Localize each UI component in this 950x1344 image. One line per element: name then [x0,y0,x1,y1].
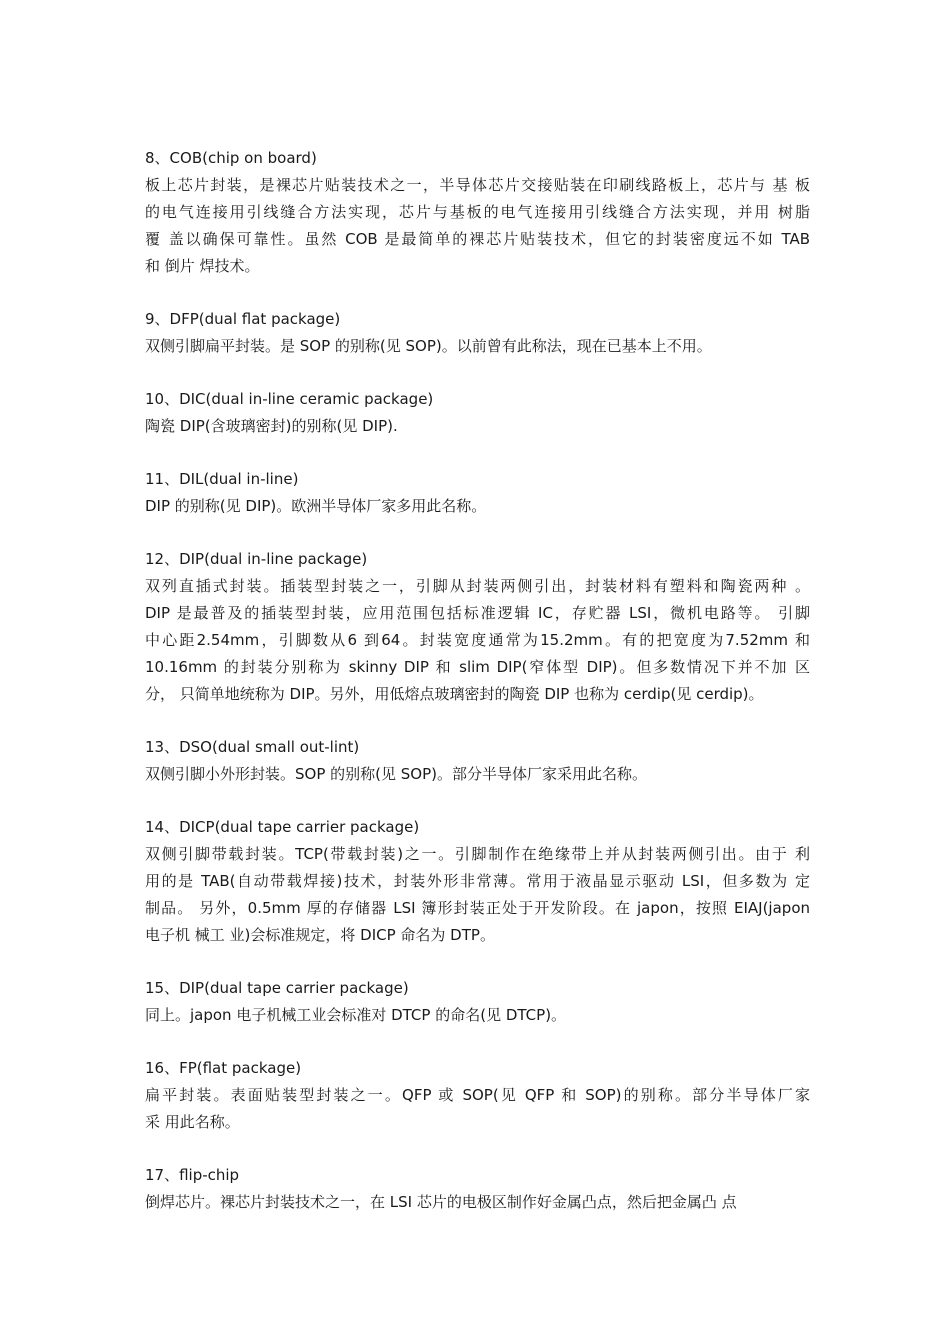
entry-text-line: 中心距2.54mm，引脚数从6 到64。封装宽度通常为15.2mm。有的把宽度为7.52mm 和 [145,631,810,649]
entry-text-line: 电子机 械工 业)会标准规定，将 DICP 命名为 DTP。 [145,926,495,944]
entry-text-line: 分， 只简单地统称为 DIP。另外，用低熔点玻璃密封的陶瓷 DIP 也称为 cerdip(见 cerdip)。 [145,685,764,703]
entry-text-line: DIP 的别称(见 DIP)。欧洲半导体厂家多用此名称。 [145,497,487,515]
entry-text-line: 同上。japon 电子机械工业会标准对 DTCP 的命名(见 DTCP)。 [145,1006,567,1024]
entry-text-line: 倒焊芯片。裸芯片封装技术之一，在 LSI 芯片的电极区制作好金属凸点，然后把金属凸 点 [145,1193,737,1211]
entry-title: 11、DIL(dual in-line) [145,470,299,488]
entry-text-line: 用的是 TAB(自动带载焊接)技术，封装外形非常薄。常用于液晶显示驱动 LSI，但多数为 定 [145,872,810,890]
entry-text-line: 双侧引脚扁平封装。是 SOP 的别称(见 SOP)。以前曾有此称法，现在已基本上不用。 [145,337,712,355]
glossary-entry [145,546,810,708]
entry-text-line: 采 用此名称。 [145,1113,240,1131]
document-body [145,145,810,1242]
entry-title: 10、DIC(dual in-line ceramic package) [145,390,434,408]
entry-text-line: 和 倒片 焊技术。 [145,257,260,275]
entry-text-line: 双侧引脚小外形封装。SOP 的别称(见 SOP)。部分半导体厂家采用此名称。 [145,765,647,783]
entry-title: 13、DSO(dual small out-lint) [145,738,360,756]
entry-text-line: 制品。 另外，0.5mm 厚的存储器 LSI 簿形封装正处于开发阶段。在 japon，按照 EIAJ(japon [145,899,810,917]
entry-text-line: 10.16mm 的封装分别称为 skinny DIP 和 slim DIP(窄体型 DIP)。但多数情况下并不加 区 [145,658,810,676]
glossary-entry [145,1162,810,1216]
entry-text-line: 扁平封装。表面贴装型封装之一。QFP 或 SOP(见 QFP 和 SOP)的别称。部分半导体厂家 [145,1086,810,1104]
glossary-entry [145,814,810,949]
glossary-entry [145,145,810,280]
entry-title: 9、DFP(dual flat package) [145,310,341,328]
entry-title: 14、DICP(dual tape carrier package) [145,818,420,836]
entry-title: 17、flip-chip [145,1166,240,1184]
glossary-entry [145,1055,810,1136]
glossary-entry [145,466,810,520]
entry-title: 8、COB(chip on board) [145,149,317,167]
glossary-entry [145,734,810,788]
glossary-entry [145,306,810,360]
entry-text-line: 的电气连接用引线缝合方法实现，芯片与基板的电气连接用引线缝合方法实现，并用 树脂 [145,203,810,221]
entry-text-line: 双列直插式封装。插装型封装之一，引脚从封装两侧引出，封装材料有塑料和陶瓷两种 。 [145,577,810,595]
entry-text-line: 板上芯片封装，是裸芯片贴装技术之一，半导体芯片交接贴装在印刷线路板上，芯片与 基 板 [145,176,810,194]
entry-title: 15、DIP(dual tape carrier package) [145,979,409,997]
entry-text-line: DIP 是最普及的插装型封装，应用范围包括标准逻辑 IC，存贮器 LSI，微机电路等。 引脚 [145,604,810,622]
entry-text-line: 双侧引脚带载封装。TCP(带载封装)之一。引脚制作在绝缘带上并从封装两侧引出。由于 利 [145,845,810,863]
glossary-entry [145,386,810,440]
entry-title: 16、FP(flat package) [145,1059,302,1077]
entry-title: 12、DIP(dual in-line package) [145,550,368,568]
entry-text-line: 覆 盖以确保可靠性。虽然 COB 是最简单的裸芯片贴装技术，但它的封装密度远不如 TAB [145,230,810,248]
glossary-entry [145,975,810,1029]
entry-text-line: 陶瓷 DIP(含玻璃密封)的别称(见 DIP). [145,417,398,435]
